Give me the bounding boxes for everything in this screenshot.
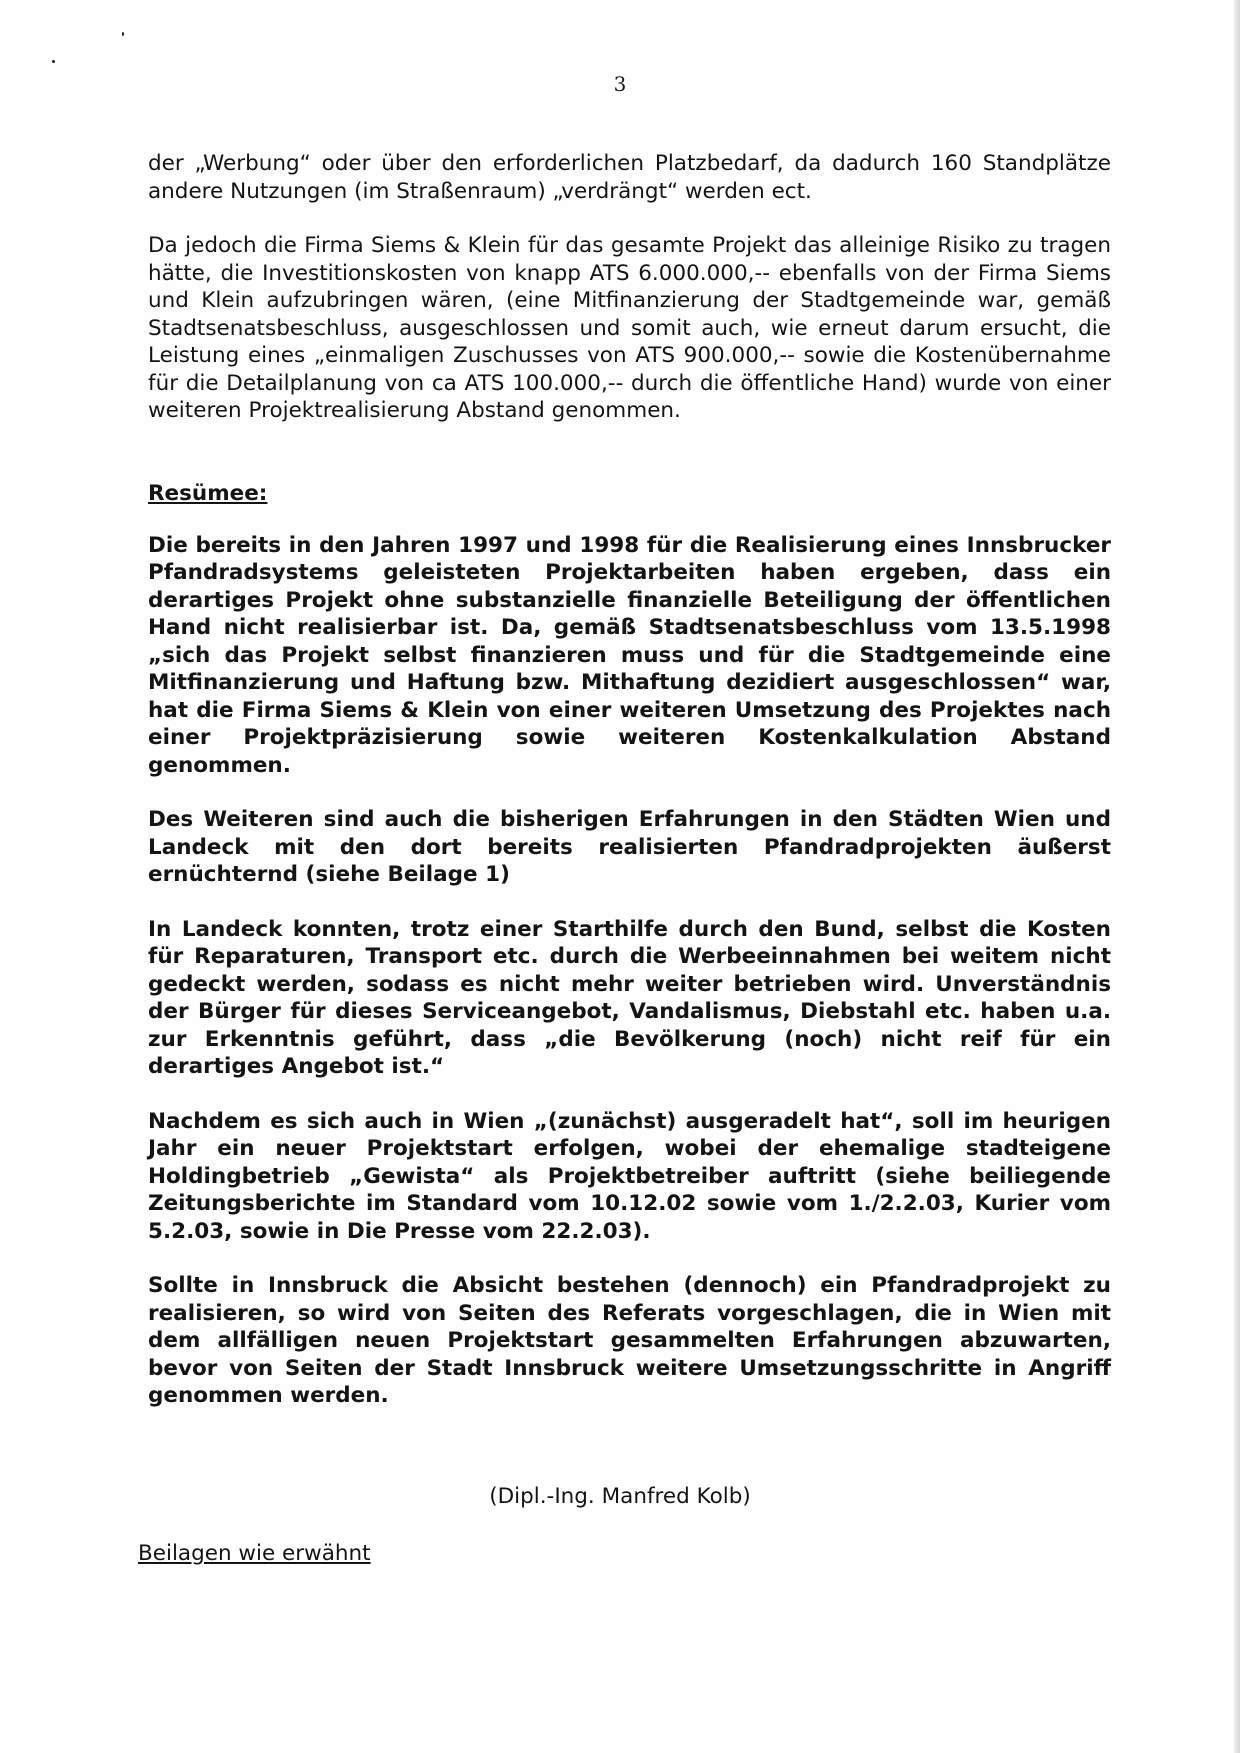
summary-paragraph-4: Nachdem es sich auch in Wien „(zunächst) ausgeradelt hat“, soll im heurigen Jahr ein neuer Projektstart erfolgen, wobei der ehemalige stadteigene Holdingbetrieb „Gewista“ als Projektbetreiber auftritt (siehe beiliegende Zeitungsberichte im Standard vom 10.12.02 sowie vom 1./2.2.03, Kurier vom 5.2.03, sowie in Die Presse vom 22.2.03). <box>148 1108 1111 1244</box>
attachments-note: Beilagen wie erwähnt <box>138 1541 371 1566</box>
intro-paragraph-2: Da jedoch die Firma Siems & Klein für das gesamte Projekt das alleinige Risiko zu tragen hätte, die Investitionskosten von knapp ATS 6.000.000,-- ebenfalls von der Firma Siems und Klein aufzubringen wären, (eine Mitfinanzierung der Stadtgemeinde war, gemäß Stadtsenatsbeschluss, ausgeschlossen und somit auch, wie erneut darum ersucht, die Leistung eines „einmaligen Zuschusses von ATS 900.000,-- sowie die Kostenübernahme für die Detailplanung von ca ATS 100.000,-- durch die öffentliche Hand) wurde von einer weiteren Projektrealisierung Abstand genommen. <box>148 233 1111 423</box>
signature: (Dipl.-Ing. Manfred Kolb) <box>489 1484 751 1509</box>
intro-paragraph-1: der „Werbung“ oder über den erforderlichen Platzbedarf, da dadurch 160 Standplätze andere Nutzungen (im Straßenraum) „verdrängt“ werden ect. <box>148 151 1111 204</box>
summary-paragraph-2: Des Weiteren sind auch die bisherigen Erfahrungen in den Städten Wien und Landeck mit den dort bereits realisierten Pfandradprojekten äußerst ernüchternd (siehe Beilage 1) <box>148 807 1111 887</box>
scan-speck <box>52 60 55 63</box>
document-body <box>148 150 1111 1410</box>
summary-paragraph-1: Die bereits in den Jahren 1997 und 1998 für die Realisierung eines Innsbrucker Pfandradsystems geleisteten Projektarbeiten haben ergeben, dass ein derartiges Projekt ohne substanzielle finanzielle Beteiligung der öffentlichen Hand nicht realisierbar ist. Da, gemäß Stadtsenatsbeschluss vom 13.5.1998 „sich das Projekt selbst finanzieren muss und für die Stadtgemeinde eine Mitfinanzierung und Haftung bzw. Mithaftung dezidiert ausgeschlossen“ war, hat die Firma Siems & Klein von einer weiteren Umsetzung des Projektes nach einer Projektpräzisierung sowie weiteren Kostenkalkulation Abstand genommen. <box>148 532 1111 778</box>
page-number: 3 <box>613 72 627 96</box>
summary-paragraph-3: In Landeck konnten, trotz einer Starthilfe durch den Bund, selbst die Kosten für Reparaturen, Transport etc. durch die Werbeeinnahmen bei weitem nicht gedeckt werden, sodass es nicht mehr weiter betrieben wird. Unverständnis der Bürger für dieses Serviceangebot, Vandalismus, Diebstahl etc. haben u.a. zur Erkenntnis geführt, dass „die Bevölkerung (noch) nicht reif für ein derartiges Angebot ist.“ <box>148 916 1111 1079</box>
summary-paragraph-5: Sollte in Innsbruck die Absicht bestehen (dennoch) ein Pfandradprojekt zu realisieren, so wird von Seiten des Referats vorgeschlagen, die in Wien mit dem allfälligen neuen Projektstart gesammelten Erfahrungen abzuwarten, bevor von Seiten der Stadt Innsbruck weitere Umsetzungsschritte in Angriff genommen werden. <box>148 1273 1111 1408</box>
summary-heading: Resümee: <box>148 480 268 506</box>
scan-speck <box>122 32 124 36</box>
